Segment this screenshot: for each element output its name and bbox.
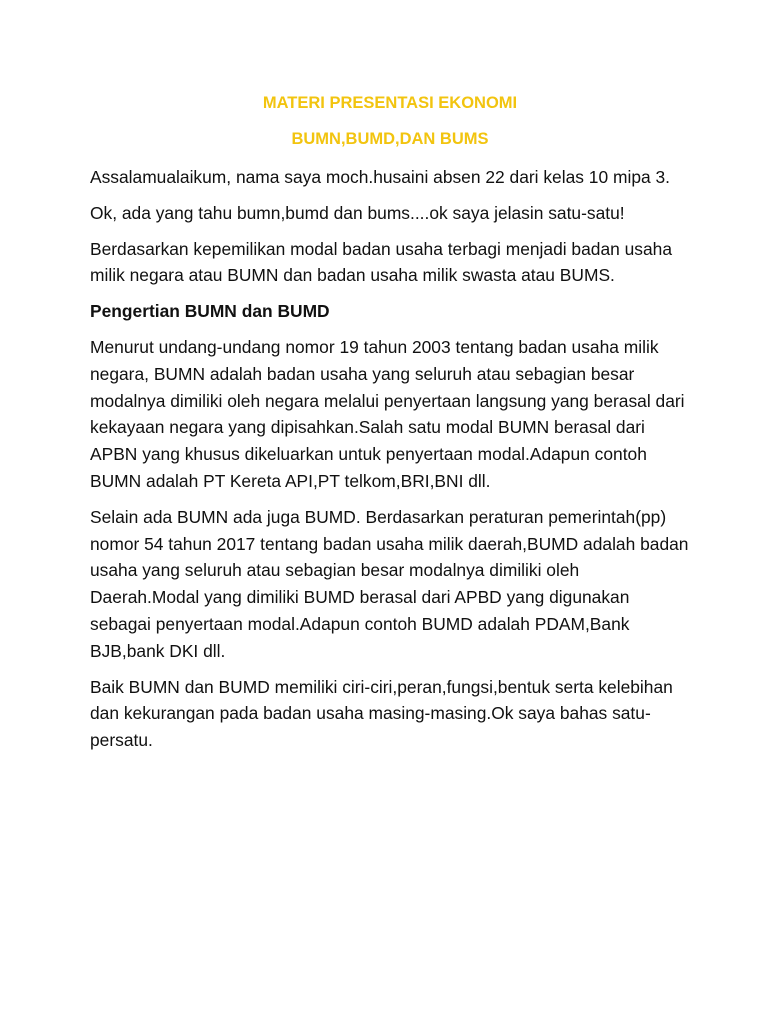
bumd-definition-paragraph: Selain ada BUMN ada juga BUMD. Berdasarkan peraturan pemerintah(pp) nomor 54 tahun 2017 tentang badan usaha milik daerah,BUMD adalah badan usaha yang seluruh atau sebagian besar modalnya dimiliki oleh Daerah.Modal yang dimiliki BUMD berasal dari APBD yang digunakan sebagai penyertaan modal.Adapun contoh BUMD adalah PDAM,Bank BJB,bank DKI dll. (90, 506, 689, 661)
intro-paragraph: Ok, ada yang tahu bumn,bumd dan bums....ok saya jelasin satu-satu! (90, 202, 625, 223)
closing-paragraph: Baik BUMN dan BUMD memiliki ciri-ciri,peran,fungsi,bentuk serta kelebihan dan kekurangan pada badan usaha masing-masing.Ok saya bahas satu-persatu. (90, 676, 673, 751)
document-title: MATERI PRESENTASI EKONOMI (262, 94, 518, 112)
classification-paragraph: Berdasarkan kepemilikan modal badan usaha terbagi menjadi badan usaha milik negara atau BUMN dan badan usaha milik swasta atau BUMS. (90, 238, 673, 286)
bumn-definition-paragraph: Menurut undang-undang nomor 19 tahun 2003 tentang badan usaha milik negara, BUMN adalah badan usaha yang seluruh atau sebagian besar modalnya dimiliki oleh negara melalui penyertaan langsung yang berasal dari kekayaan negara yang dipisahkan.Salah satu modal BUMN berasal dari APBN yang khusus dikeluarkan untuk penyertaan modal.Adapun contoh BUMN adalah PT Kereta API,PT telkom,BRI,BNI dll. (90, 336, 685, 491)
section-heading: Pengertian BUMN dan BUMD (90, 301, 330, 322)
document-page (90, 92, 690, 763)
document-subtitle: BUMN,BUMD,DAN BUMS (291, 130, 489, 148)
greeting-paragraph: Assalamualaikum, nama saya moch.husaini absen 22 dari kelas 10 mipa 3. (90, 167, 670, 187)
